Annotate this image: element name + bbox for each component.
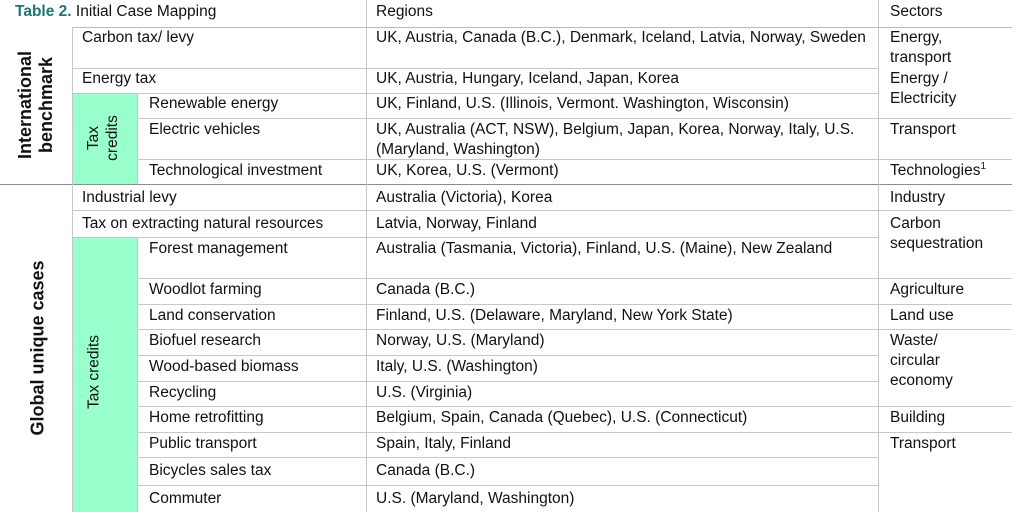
row-name: Electric vehicles: [149, 121, 261, 138]
col-divider: [72, 27, 73, 512]
group-label-global: Global unique cases: [27, 260, 48, 436]
group-label-line: International: [15, 50, 35, 160]
row-name: Biofuel research: [149, 332, 262, 349]
row-divider: [137, 485, 878, 486]
row-divider: [137, 329, 1012, 330]
row-divider: [137, 355, 878, 356]
row-name: Land conservation: [149, 307, 276, 324]
row-name: Tax on extracting natural resources: [82, 215, 324, 232]
row-name: Carbon tax/ levy: [82, 29, 194, 46]
row-name: Woodlot farming: [149, 281, 262, 298]
row-name: Renewable energy: [149, 95, 279, 112]
row-regions: U.S. (Virginia): [376, 384, 473, 401]
row-sector: Agriculture: [890, 281, 965, 298]
row-divider: [72, 210, 1012, 211]
row-name: Recycling: [149, 384, 217, 401]
row-sector: Industry: [890, 189, 946, 206]
row-name: Energy tax: [82, 70, 157, 87]
table-caption: [15, 2, 216, 22]
group-label-line: benchmark: [36, 56, 56, 154]
row-regions: Canada (B.C.): [376, 462, 476, 479]
header-sectors: Sectors: [890, 3, 943, 20]
col-divider: [366, 0, 367, 512]
row-regions: UK, Finland, U.S. (Illinois, Vermont. Washington, Wisconsin): [376, 95, 789, 112]
row-name: Home retrofitting: [149, 409, 264, 426]
row-sector: Building: [890, 409, 946, 426]
row-name: Bicycles sales tax: [149, 462, 272, 479]
row-sector: Transport: [890, 121, 956, 138]
row-regions: Australia (Victoria), Korea: [376, 189, 553, 206]
row-name: Industrial levy: [82, 189, 177, 206]
row-sector: Carbon sequestration: [890, 215, 984, 252]
group-divider: [0, 184, 1012, 185]
row-regions: Finland, U.S. (Delaware, Maryland, New York State): [376, 307, 733, 324]
table-number: Table 2.: [15, 3, 72, 20]
row-divider: [137, 118, 1012, 119]
row-sector: Transport: [890, 435, 956, 452]
row-regions: UK, Austria, Canada (B.C.), Denmark, Iceland, Latvia, Norway, Sweden: [376, 29, 866, 46]
row-regions: UK, Austria, Hungary, Iceland, Japan, Korea: [376, 70, 679, 87]
row-divider: [137, 304, 1012, 305]
row-name: Commuter: [149, 490, 222, 507]
row-sector: Waste/ circular economy: [890, 332, 953, 389]
row-regions: U.S. (Maryland, Washington): [376, 490, 575, 507]
row-regions: Italy, U.S. (Washington): [376, 358, 538, 375]
tax-credits-label-global: Tax credits: [85, 334, 103, 410]
row-divider: [137, 278, 1012, 279]
row-sector: Energy, transport: [890, 29, 952, 66]
tax-credits-line: credits: [104, 115, 121, 161]
row-sector: [890, 161, 986, 181]
row-regions: Belgium, Spain, Canada (Quebec), U.S. (Connecticut): [376, 409, 748, 426]
row-sector: Energy / Electricity: [890, 70, 957, 107]
col-divider: [137, 93, 138, 184]
group-label-international: [15, 51, 57, 159]
row-regions: Norway, U.S. (Maryland): [376, 332, 545, 349]
tax-credits-line: Tax: [85, 125, 102, 151]
row-name: Wood-based biomass: [149, 358, 299, 375]
row-divider: [137, 432, 1012, 433]
row-divider: [72, 237, 878, 238]
row-name: Public transport: [149, 435, 257, 452]
table-title: Initial Case Mapping: [75, 3, 217, 20]
row-sector-text: Technologies: [890, 162, 981, 179]
row-sector: Land use: [890, 307, 954, 324]
row-name: Technological investment: [149, 162, 323, 179]
row-divider: [137, 381, 878, 382]
row-divider: [137, 457, 878, 458]
row-name: Forest management: [149, 240, 288, 257]
row-regions: Australia (Tasmania, Victoria), Finland, U.S. (Maine), New Zealand: [376, 240, 833, 257]
col-divider: [137, 238, 138, 512]
row-regions: Spain, Italy, Finland: [376, 435, 511, 452]
footnote-marker: 1: [980, 160, 987, 172]
row-regions: UK, Korea, U.S. (Vermont): [376, 162, 559, 179]
row-regions: UK, Australia (ACT, NSW), Belgium, Japan, Korea, Norway, Italy, U.S. (Maryland, Washington): [376, 121, 855, 158]
row-divider: [137, 406, 1012, 407]
col-divider: [878, 0, 879, 512]
tax-credits-band-global: [72, 238, 137, 512]
tax-credits-label-international: [84, 115, 122, 161]
row-regions: Canada (B.C.): [376, 281, 476, 298]
header-regions: Regions: [376, 3, 433, 20]
row-regions: Latvia, Norway, Finland: [376, 215, 537, 232]
